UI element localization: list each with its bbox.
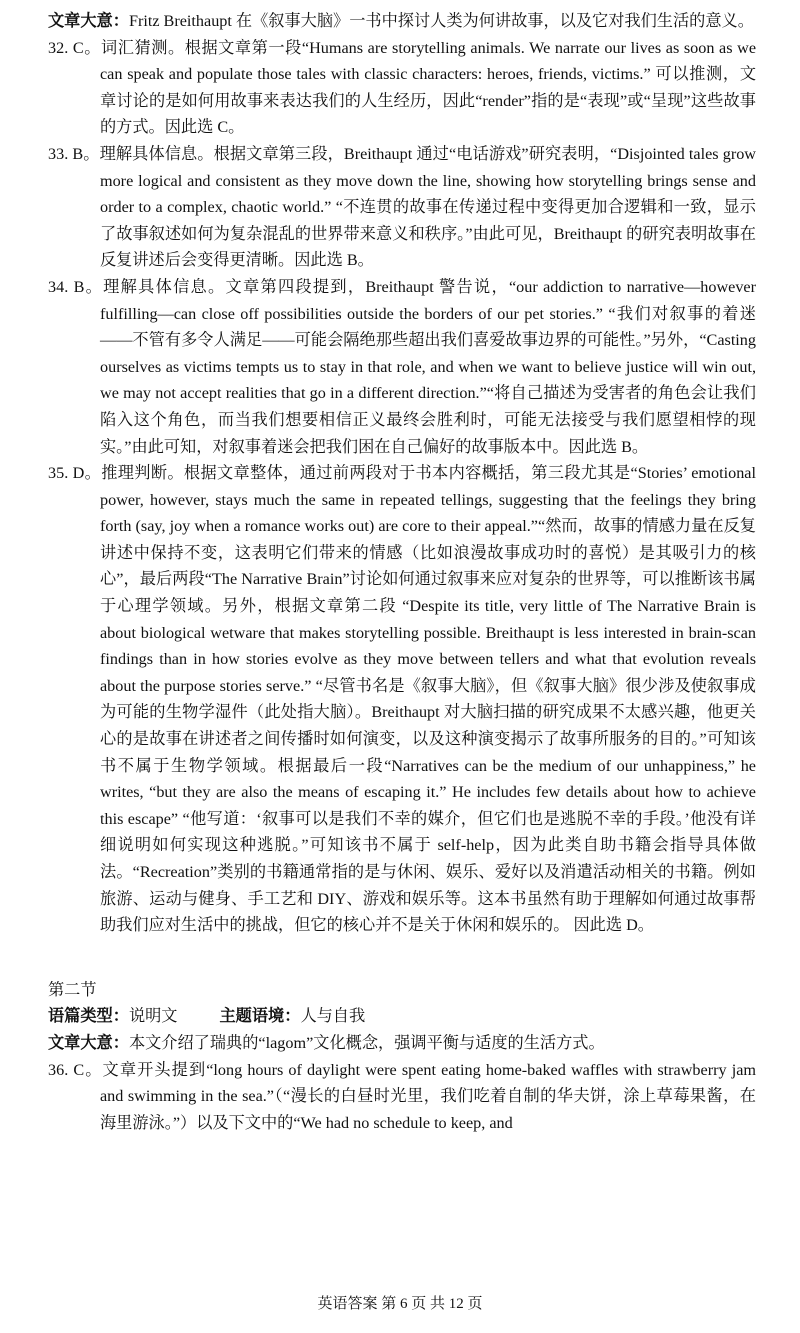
- answer-32: [48, 35, 756, 141]
- answer-explanation: 推理判断。根据文章整体，通过前两段对于书本内容概括，第三段尤其是“Stories’ emotional power, however, stays much the same in repeated tellings, suggesting that the feelings they bring forth (say, joy when a romance works out) are core to their appeal.”“然而，故事的情感力量在反复讲述中保持不变，这表明它们带来的情感（比如浪漫故事成功时的喜悦）是其吸引力的核心”，最后两段“The Narrative Brain”讨论如何通过叙事来应对复杂的世界等，可以推断该书属于心理学领域。另外，根据文章第二段 “Despite its title, very little of The Narrative Brain is about biological wetware that makes storytelling possible. Breithaupt is less interested in brain-scan findings than in how stories evolve as they move between tellers and what that evolution reveals about the purpose stories serve.” “尽管书名是《叙事大脑》，但《叙事大脑》很少涉及使叙事成为可能的生物学湿件（此处指大脑）。Breithaupt 对大脑扫描的研究成果不太感兴趣，他更关心的是故事在讲述者之间传播时如何演变，以及这种演变揭示了故事所服务的目的。”可知该书不属于生物学领域。根据最后一段“Narratives can be the medium of our unhappiness,” he writes, “but they are also the means of escaping it.” He includes few details about how to achieve this escape” “他写道：‘叙事可以是我们不幸的媒介，但它们也是逃脱不幸的手段。’他没有详细说明如何实现这种逃脱。”可知该书不属于 self-help，因为此类自助书籍会指导具体做法。“Recreation”类别的书籍通常指的是与休闲、娱乐、爱好以及消遣活动相关的书籍。例如旅游、运动与健身、手工艺和 DIY、游戏和娱乐等。这本书虽然有助于理解如何通过故事帮助我们应对生活中的挑战，但它的核心并不是关于休闲和娱乐的。 因此选 D。: [100, 464, 756, 935]
- summary-text: 本文介绍了瑞典的“lagom”文化概念，强调平衡与适度的生活方式。: [128, 1033, 605, 1052]
- answer-number: 36. C。: [48, 1060, 103, 1079]
- answer-33: [48, 141, 756, 274]
- section2-meta: [48, 1003, 756, 1030]
- answer-34: [48, 274, 756, 460]
- summary-label: 文章大意：: [48, 12, 129, 30]
- section1-summary: [48, 8, 756, 35]
- answer-36: [48, 1057, 756, 1137]
- section2-title: 第二节: [48, 980, 97, 999]
- theme-label: 主题语境：: [219, 1007, 301, 1026]
- answer-number: 34. B。: [48, 277, 104, 296]
- answer-explanation: 理解具体信息。文章第四段提到，Breithaupt 警告说，“our addiction to narrative—however fulfilling—can close off possibilities outside the borders of our pet stories.” “我们对叙事的着迷——不管有多令人满足——可能会隔绝那些超出我们喜爱故事边界的可能性。”另外，“Casting ourselves as victims tempts us to stay in that role, and when we want to believe justice will win out, we may not accept realities that go in a different direction.”“将自己描述为受害者的角色会让我们陷入这个角色，而当我们想要相信正义最终会胜利时，可能无法接受与我们愿望相悖的现实。”由此可知，对叙事着迷会把我们困在自己偏好的故事版本中。因此选 B。: [100, 277, 757, 456]
- answer-page: [48, 8, 756, 1136]
- genre-value: 说明文: [128, 1007, 178, 1026]
- page-footer: 英语答案 第 6 页 共 12 页: [317, 1296, 483, 1312]
- answer-explanation: 文章开头提到“long hours of daylight were spent eating home-baked waffles with strawberry jam and swimming in the sea.”（“漫长的白昼时光里，我们吃着自制的华夫饼，涂上草莓果酱，在海里游泳。”）以及下文中的“We had no schedule to keep, and: [100, 1060, 757, 1132]
- summary-label: 文章大意：: [48, 1033, 129, 1052]
- section2-summary: [48, 1030, 756, 1057]
- genre-label: 语篇类型：: [48, 1007, 129, 1026]
- answer-number: 32. C。: [48, 38, 101, 57]
- answer-explanation: 理解具体信息。根据文章第三段，Breithaupt 通过“电话游戏”研究表明，“Disjointed tales grow more logical and consistent as they move down the line, showing how storytelling brings sense and order to a complex, chaotic world.” “不连贯的故事在传递过程中变得更加合逻辑和一致，显示了故事叙述如何为复杂混乱的世界带来意义和秩序。”由此可见，Breithaupt 的研究表明故事在反复讲述后会变得更清晰。因此选 B。: [99, 144, 757, 270]
- answer-35: [48, 460, 756, 939]
- answer-explanation: 词汇猜测。根据文章第一段“Humans are storytelling animals. We narrate our lives as soon as we can speak and populate those tales with classic characters: heroes, friends, victims.” 可以推测，文章讨论的是如何用故事来表达我们的人生经历，因此“render”指的是“表现”或“呈现”这些故事的方式。因此选 C。: [100, 38, 757, 137]
- answer-number: 33. B。: [48, 144, 100, 163]
- answer-number: 35. D。: [48, 464, 102, 483]
- theme-value: 人与自我: [300, 1007, 366, 1026]
- summary-text: Fritz Breithaupt 在《叙事大脑》一书中探讨人类为何讲故事，以及它对我们生活的意义。: [128, 12, 754, 30]
